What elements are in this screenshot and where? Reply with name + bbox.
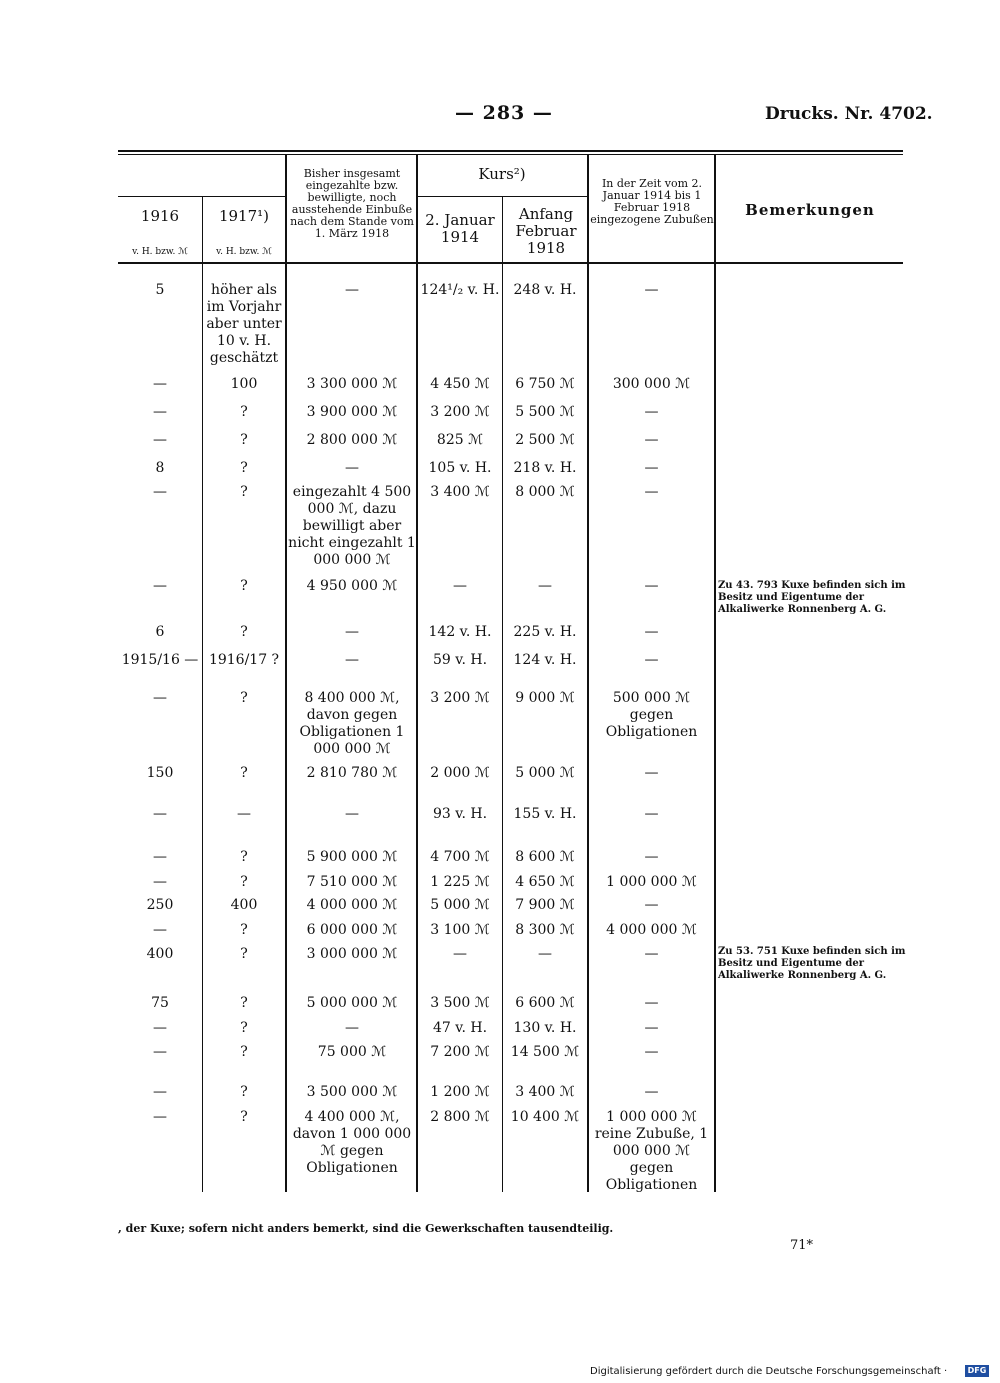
cell-februar: 9 000 ℳ — [515, 690, 575, 706]
page-number: — 283 — — [455, 102, 553, 124]
header-kurs: Kurs²) — [478, 165, 526, 183]
cell-1917: ? — [240, 922, 248, 938]
cell-februar: 5 500 ℳ — [515, 404, 575, 420]
cell-januar: — — [453, 578, 467, 594]
cell-februar: 2 500 ℳ — [515, 432, 575, 448]
cell-bisher: — — [345, 624, 359, 640]
cell-januar: 105 v. H. — [428, 460, 492, 476]
cell-1917: ? — [240, 460, 248, 476]
cell-januar: 142 v. H. — [428, 624, 492, 640]
cell-1917: 400 — [230, 897, 258, 913]
cell-1917: 100 — [230, 376, 258, 392]
cell-februar: — — [538, 946, 552, 962]
cell-zubussen: — — [644, 432, 659, 448]
cell-zubussen: — — [644, 995, 659, 1011]
cell-februar: 155 v. H. — [513, 806, 577, 822]
cell-bisher: 4 400 000 ℳ, davon 1 000 000 ℳ gegen Obligationen — [292, 1109, 412, 1176]
cell-1916: 1915/16 — — [121, 652, 199, 668]
cell-1916: — — [153, 376, 167, 392]
cell-februar: 6 750 ℳ — [515, 376, 575, 392]
cell-1917: ? — [240, 1084, 248, 1100]
cell-januar: 5 000 ℳ — [430, 897, 490, 913]
cell-zubussen: 300 000 ℳ — [612, 376, 691, 392]
cell-februar: 218 v. H. — [513, 460, 577, 476]
cell-zubussen: — — [644, 765, 659, 781]
cell-1916: 250 — [146, 897, 174, 913]
cell-februar: 7 900 ℳ — [515, 897, 575, 913]
cell-februar: 225 v. H. — [513, 624, 577, 640]
cell-1917: ? — [240, 1044, 248, 1060]
cell-1917: ? — [240, 995, 248, 1011]
cell-februar: 248 v. H. — [513, 282, 577, 298]
cell-februar: 124 v. H. — [513, 652, 577, 668]
header-zubussen: In der Zeit vom 2. Januar 1914 bis 1 Februar 1918 eingezogene Zubußen — [590, 177, 714, 226]
table-top-rule-thin — [118, 154, 903, 155]
cell-bisher: 4 950 000 ℳ — [306, 578, 398, 594]
cell-1916: 8 — [155, 460, 165, 476]
cell-1917: ? — [240, 432, 248, 448]
cell-januar: 47 v. H. — [432, 1020, 488, 1036]
cell-bisher: 3 900 000 ℳ — [306, 404, 398, 420]
column-divider — [285, 155, 287, 1192]
column-divider — [714, 155, 716, 1192]
cell-bisher: 8 400 000 ℳ, davon gegen Obligationen 1 000 000 ℳ — [299, 690, 405, 757]
cell-1917: 1916/17 ? — [208, 652, 280, 668]
cell-februar: 5 000 ℳ — [515, 765, 575, 781]
cell-1916: — — [153, 849, 167, 865]
cell-bisher: 3 500 000 ℳ — [306, 1084, 398, 1100]
cell-januar: 3 100 ℳ — [430, 922, 490, 938]
cell-zubussen: — — [644, 484, 659, 500]
header-1917: 1917¹) — [218, 207, 270, 225]
cell-februar: 4 650 ℳ — [515, 874, 575, 890]
unit-1916: v. H. bzw. ℳ — [132, 247, 188, 257]
cell-1917: ? — [240, 1109, 248, 1125]
remark-43: Zu 43. 793 Kuxe befinden sich im Besitz und Eigentume der Alkaliwerke Ronnenberg A. G. — [718, 580, 906, 615]
cell-1917: ? — [240, 624, 248, 640]
cell-bisher: — — [345, 460, 359, 476]
cell-januar: 2 800 ℳ — [430, 1109, 490, 1125]
cell-zubussen: — — [644, 652, 659, 668]
cell-1916: — — [153, 690, 167, 706]
cell-januar: 1 200 ℳ — [430, 1084, 490, 1100]
cell-zubussen: — — [644, 624, 659, 640]
cell-februar: 8 300 ℳ — [515, 922, 575, 938]
cell-januar: 59 v. H. — [432, 652, 488, 668]
cell-januar: 3 400 ℳ — [430, 484, 490, 500]
header-februar-1918: Anfang Februar 1918 — [515, 205, 577, 257]
header-bottom-rule — [118, 262, 903, 264]
cell-januar: 4 700 ℳ — [430, 849, 490, 865]
unit-1917: v. H. bzw. ℳ — [216, 247, 272, 257]
cell-1917: ? — [240, 690, 248, 706]
cell-januar: 3 200 ℳ — [430, 690, 490, 706]
cell-zubussen: 1 000 000 ℳ — [606, 874, 697, 890]
cell-1916: 6 — [155, 624, 165, 640]
cell-bisher: — — [345, 282, 359, 298]
table-top-rule — [118, 150, 903, 152]
cell-januar: 3 200 ℳ — [430, 404, 490, 420]
cell-bisher: — — [345, 806, 359, 822]
cell-zubussen: 500 000 ℳ gegen Obligationen — [605, 690, 698, 740]
cell-bisher: 2 810 780 ℳ — [306, 765, 398, 781]
cell-1917: höher als im Vorjahr aber unter 10 v. H. geschätzt — [206, 282, 282, 366]
cell-1916: — — [153, 404, 167, 420]
cell-februar: 14 500 ℳ — [510, 1044, 580, 1060]
header-januar-1914: 2. Januar 1914 — [425, 211, 495, 246]
cell-januar: 825 ℳ — [436, 432, 484, 448]
cell-1917: ? — [240, 874, 248, 890]
cell-zubussen: — — [644, 946, 659, 962]
cell-1916: — — [153, 484, 167, 500]
cell-1916: — — [153, 1020, 167, 1036]
cell-zubussen: — — [644, 282, 659, 298]
cell-1916: 150 — [146, 765, 174, 781]
cell-februar: 130 v. H. — [513, 1020, 577, 1036]
cell-zubussen: — — [644, 806, 659, 822]
cell-1916: 5 — [155, 282, 165, 298]
cell-bisher: 3 300 000 ℳ — [306, 376, 398, 392]
cell-bisher: 75 000 ℳ — [317, 1044, 387, 1060]
cell-1917: ? — [240, 849, 248, 865]
cell-1917: ? — [240, 404, 248, 420]
cell-bisher: 6 000 000 ℳ — [306, 922, 398, 938]
cell-bisher: 7 510 000 ℳ — [306, 874, 398, 890]
cell-1916: — — [153, 1044, 167, 1060]
cell-februar: 8 000 ℳ — [515, 484, 575, 500]
cell-1917: ? — [240, 946, 248, 962]
dfg-logo-icon: DFG — [965, 1365, 989, 1377]
cell-1916: 75 — [151, 995, 169, 1011]
cell-februar: 8 600 ℳ — [515, 849, 575, 865]
cell-januar: 124¹/₂ v. H. — [420, 282, 500, 298]
cell-1917: ? — [240, 484, 248, 500]
cell-bisher: 2 800 000 ℳ — [306, 432, 398, 448]
header-bisher: Bisher insgesamt eingezahlte bzw. bewilligte, noch ausstehende Einbuße nach dem Stande vom 1. März 1918 — [290, 167, 414, 240]
cell-1917: ? — [240, 578, 248, 594]
cell-zubussen: — — [644, 1044, 659, 1060]
cell-zubussen: — — [644, 1084, 659, 1100]
cell-1916: — — [153, 806, 167, 822]
cell-bisher: eingezahlt 4 500 000 ℳ, dazu bewilligt aber nicht eingezahlt 1 000 000 ℳ — [288, 484, 416, 568]
cell-zubussen: — — [644, 404, 659, 420]
cell-januar: 4 450 ℳ — [430, 376, 490, 392]
cell-1916: — — [153, 578, 167, 594]
cell-1916: 400 — [146, 946, 174, 962]
cell-februar: 6 600 ℳ — [515, 995, 575, 1011]
header-bemerkungen: Bemerkungen — [745, 201, 875, 219]
cell-bisher: 4 000 000 ℳ — [306, 897, 398, 913]
cell-1917: ? — [240, 765, 248, 781]
cell-januar: — — [453, 946, 467, 962]
kurs-header-rule — [418, 196, 588, 197]
sheet-number: 71* — [790, 1238, 814, 1253]
cell-zubussen: 4 000 000 ℳ — [606, 922, 697, 938]
cell-1916: — — [153, 874, 167, 890]
cell-1917: — — [237, 806, 251, 822]
cell-1916: — — [153, 922, 167, 938]
footnote: , der Kuxe; sofern nicht anders bemerkt, sind die Gewerkschaften tausendteilig. — [118, 1222, 614, 1235]
cell-februar: — — [538, 578, 552, 594]
header-1916: 1916 — [140, 207, 180, 225]
page-header — [0, 100, 1000, 130]
cell-januar: 7 200 ℳ — [430, 1044, 490, 1060]
cell-1916: — — [153, 1084, 167, 1100]
digitization-credit: Digitalisierung gefördert durch die Deutsche Forschungsgemeinschaft · — [590, 1366, 948, 1377]
document-reference: Drucks. Nr. 4702. — [765, 104, 933, 124]
cell-bisher: 3 000 000 ℳ — [306, 946, 398, 962]
cell-januar: 3 500 ℳ — [430, 995, 490, 1011]
cell-zubussen: — — [644, 1020, 659, 1036]
cell-1917: ? — [240, 1020, 248, 1036]
cell-zubussen: — — [644, 578, 659, 594]
cell-januar: 93 v. H. — [432, 806, 488, 822]
remark-53: Zu 53. 751 Kuxe befinden sich im Besitz und Eigentume der Alkaliwerke Ronnenberg A. G. — [718, 946, 906, 981]
cell-zubussen: — — [644, 460, 659, 476]
cell-bisher: — — [345, 1020, 359, 1036]
cell-1916: — — [153, 432, 167, 448]
cell-zubussen: 1 000 000 ℳ reine Zubuße, 1 000 000 ℳ gegen Obligationen — [594, 1109, 709, 1193]
cell-januar: 1 225 ℳ — [430, 874, 490, 890]
cell-zubussen: — — [644, 897, 659, 913]
cell-1916: — — [153, 1109, 167, 1125]
cell-januar: 2 000 ℳ — [430, 765, 490, 781]
cell-bisher: — — [345, 652, 359, 668]
cell-bisher: 5 900 000 ℳ — [306, 849, 398, 865]
cell-zubussen: — — [644, 849, 659, 865]
cell-bisher: 5 000 000 ℳ — [306, 995, 398, 1011]
cell-februar: 10 400 ℳ — [510, 1109, 580, 1125]
cell-februar: 3 400 ℳ — [515, 1084, 575, 1100]
